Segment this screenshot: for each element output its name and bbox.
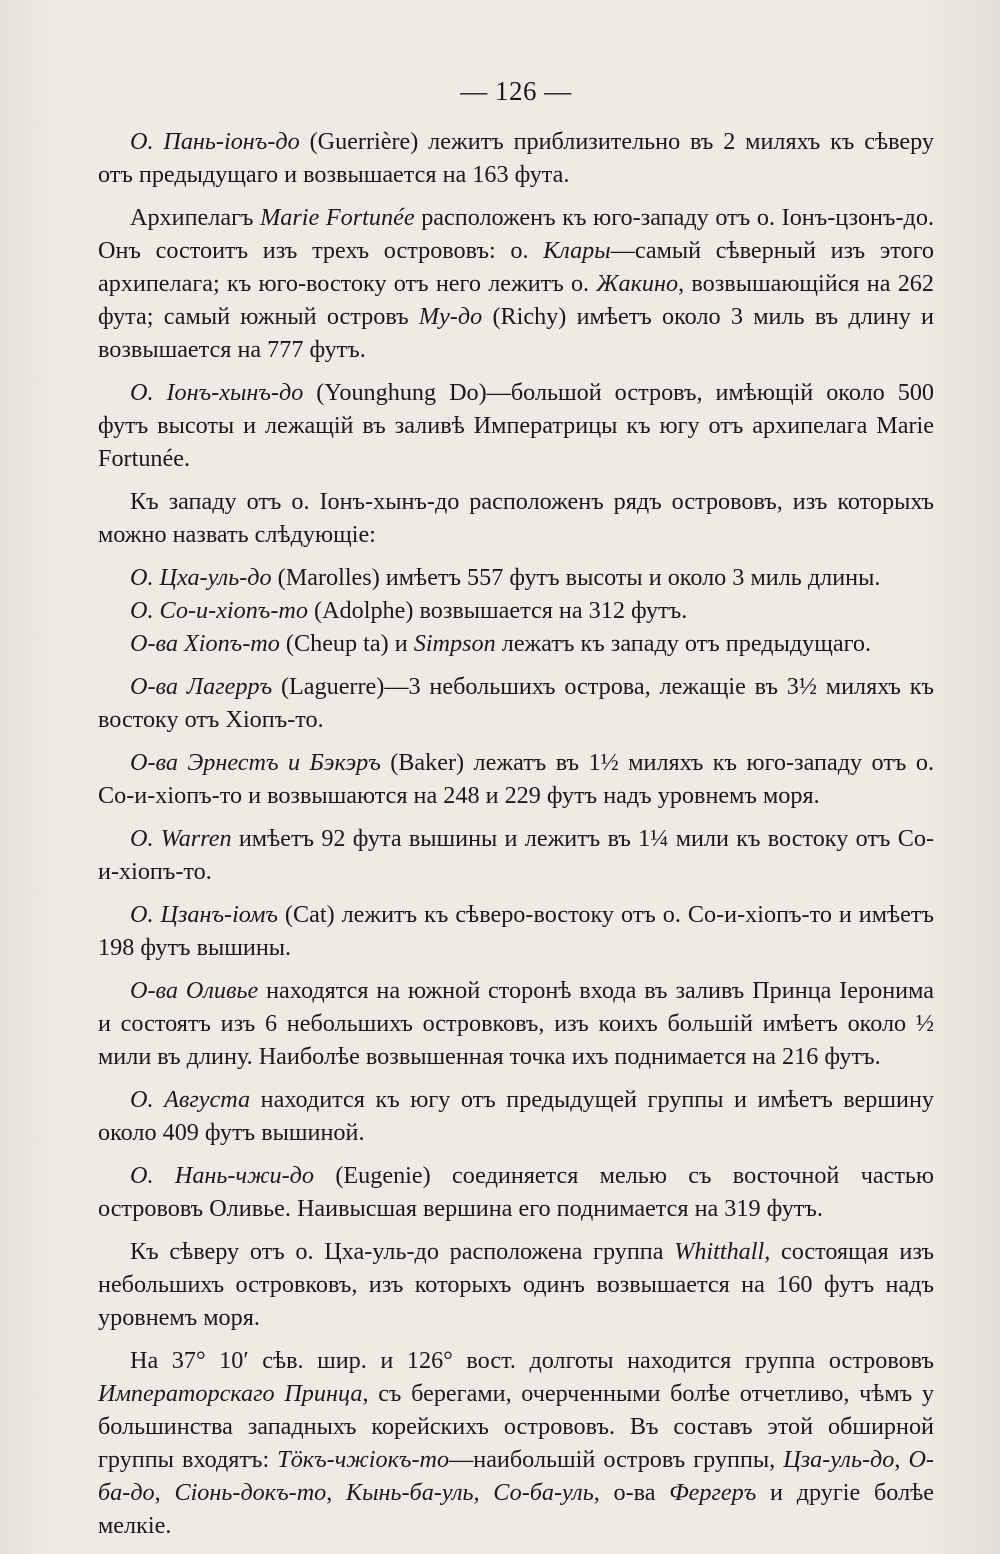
text-run: ,: [473, 1479, 494, 1506]
text-run: На 37° 10′ сѣв. шир. и 126° вост. долготы находится группа острововъ: [130, 1347, 934, 1374]
text-run: —самый сѣверный изъ этого архипелага; къ юго-востоку отъ него лежитъ о.: [98, 237, 934, 297]
text-run: и другіе болѣе мелкіе.: [98, 1479, 935, 1539]
text-run: (Younghung Do)—большой островъ, имѣющій около 500 футъ высоты и лежащій въ заливѣ Императрицы къ югу отъ архипелага Marie Fortunée.: [98, 379, 935, 472]
italic-name: О-ва Лагерръ: [130, 673, 273, 700]
italic-name: Marie Fortunée: [260, 204, 415, 231]
italic-name: Му-до: [418, 303, 483, 330]
italic-name: Whitthall: [674, 1238, 765, 1265]
italic-name: О. Августа: [130, 1086, 251, 1113]
text-run: имѣетъ 92 фута вышины и лежитъ въ 1¼ мили къ востоку отъ Со-и-хiопъ-то.: [98, 825, 934, 885]
text-run: (Cat) лежитъ къ сѣверо-востоку отъ о. Со-и-хiопъ-то и имѣетъ 198 футъ вышины.: [98, 901, 934, 961]
italic-name: Цза-уль-до: [783, 1446, 895, 1473]
text-run: , возвышающійся на 262 фута; самый южный островъ: [98, 270, 934, 330]
paragraph: [98, 594, 934, 627]
text-run: (Laguerre)—3 небольшихъ острова, лежащіе въ 3½ миляхъ къ востоку отъ Хiопъ-то.: [98, 673, 934, 733]
italic-name: О-ва Оливье: [130, 977, 259, 1004]
text-run: расположенъ къ юго-западу отъ о. Iонъ-цзонъ-до. Онъ состоитъ изъ трехъ острововъ: о.: [98, 204, 934, 264]
italic-name: Клары: [543, 237, 611, 264]
paragraph: [98, 1344, 934, 1542]
paragraph: [98, 822, 934, 888]
text-run: (Baker) лежатъ въ 1½ миляхъ къ юго-западу отъ о. Со-и-хiопъ-то и возвышаются на 248 и 229 футъ надъ уровнемъ моря.: [98, 749, 935, 809]
text-run: (Richy) имѣетъ около 3 миль въ длину и возвышается на 777 футъ.: [98, 303, 934, 363]
italic-name: Императорскаго Принца: [98, 1380, 363, 1407]
italic-name: О. Iонъ-хынъ-до: [130, 379, 304, 406]
paragraph: [98, 1083, 934, 1149]
text-run: ,: [326, 1479, 347, 1506]
body-text: [98, 125, 934, 1542]
text-run: (Eugenie) соединяется мелью съ восточной частью острововъ Оливье. Наивысшая вершина его поднимается на 319 футъ.: [98, 1162, 935, 1222]
italic-name: О. Warren: [130, 825, 232, 852]
text-run: —наибольшій островъ группы,: [449, 1446, 784, 1473]
paragraph: [98, 125, 934, 191]
italic-name: О. Цха-уль-до: [130, 564, 272, 591]
page-number: — 126 —: [460, 76, 572, 106]
text-run: (Adolphe) возвышается на 312 футъ.: [307, 597, 688, 624]
paragraph: [98, 974, 934, 1073]
italic-name: Сiонь-докъ-то: [174, 1479, 327, 1506]
paragraph: [98, 561, 934, 594]
text-run: Архипелагъ: [130, 204, 261, 231]
text-run: ,: [154, 1479, 175, 1506]
text-run: (Marolles) имѣетъ 557 футъ высоты и около 3 миль длины.: [271, 564, 881, 591]
text-run: (Guerrière) лежитъ приблизительно въ 2 миляхъ къ сѣверу отъ предыдущаго и возвышается на 163 фута.: [98, 128, 934, 188]
italic-name: О-ва Эрнестъ и Бэкэръ: [130, 749, 381, 776]
paragraph: [98, 376, 934, 475]
italic-name: О. Со-и-хiопъ-то: [130, 597, 308, 624]
italic-name: О. Пань-iонъ-до: [130, 128, 300, 155]
text-run: , съ берегами, очерченными болѣе отчетливо, чѣмъ у большинства западныхъ корейскихъ острововъ. Въ составъ этой обширной группы входятъ:: [98, 1380, 934, 1473]
paragraph: [98, 746, 934, 812]
text-run: , о-ва: [593, 1479, 670, 1506]
italic-name: Simpson: [413, 630, 496, 657]
text-run: находятся на южной сторонѣ входа въ заливъ Принца Іеронима и состоятъ изъ 6 небольшихъ островковъ, изъ коихъ большій имѣетъ около ½ мили въ длину. Наиболѣе возвышенная точка ихъ поднимается на 216 футъ.: [98, 977, 934, 1070]
italic-name: Со-ба-уль: [493, 1479, 594, 1506]
paragraph: [98, 1235, 934, 1334]
paragraph: [98, 485, 934, 551]
text-run: Къ западу отъ о. Iонъ-хынъ-до расположенъ рядъ острововъ, изъ которыхъ можно назвать слѣдующіе:: [98, 488, 934, 548]
text-run: ,: [894, 1446, 909, 1473]
paragraph: [98, 1159, 934, 1225]
text-run: находится къ югу отъ предыдущей группы и имѣетъ вершину около 409 футъ вышиной.: [98, 1086, 934, 1146]
paragraph: [98, 627, 934, 660]
italic-name: О-ва Хiопъ-то: [130, 630, 280, 657]
text-run: Къ сѣверу отъ о. Цха-уль-до расположена группа: [130, 1238, 675, 1265]
italic-name: О. Нань-чжи-до: [130, 1162, 314, 1189]
italic-name: Фергеръ: [669, 1479, 757, 1506]
italic-name: Тöкъ-чжiокъ-то: [277, 1446, 450, 1473]
paragraph: [98, 201, 934, 366]
text-run: лежатъ къ западу отъ предыдущаго.: [495, 630, 872, 657]
italic-name: Жакино: [596, 270, 679, 297]
text-run: , состоящая изъ небольшихъ островковъ, изъ которыхъ одинъ возвышается на 160 футъ надъ уровнемъ моря.: [98, 1238, 934, 1331]
italic-name: О-ба-до: [98, 1446, 934, 1506]
paragraph: [98, 898, 934, 964]
italic-name: О. Цзанъ-iомъ: [130, 901, 278, 928]
italic-name: Кынь-ба-уль: [346, 1479, 474, 1506]
paragraph: [98, 670, 934, 736]
text-run: (Cheup ta) и: [279, 630, 414, 657]
